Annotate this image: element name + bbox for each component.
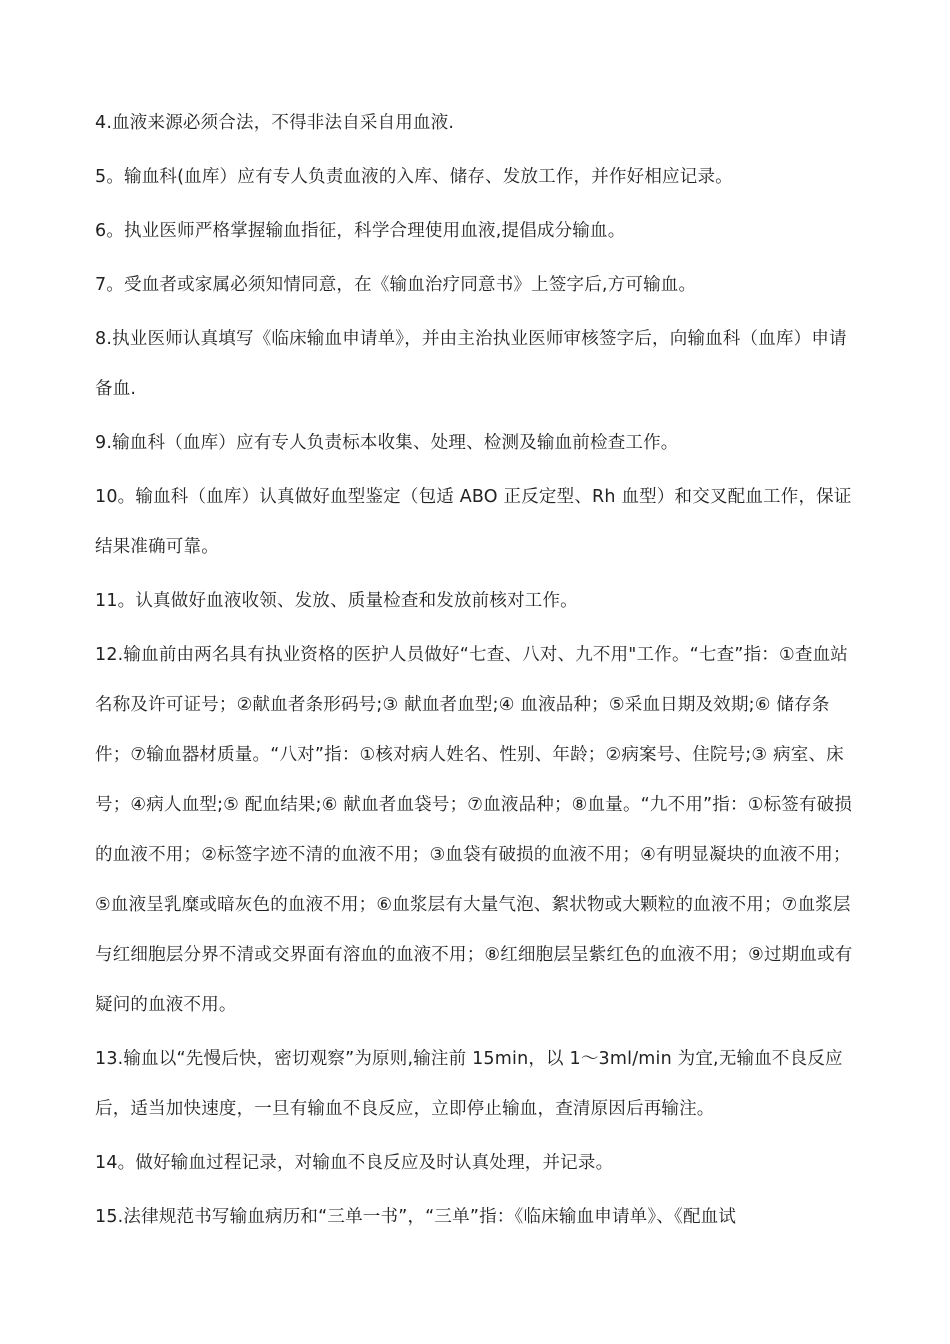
document-body (95, 98, 855, 1242)
paragraph-14: 14。做好输血过程记录，对输血不良反应及时认真处理，并记录。 (95, 1153, 614, 1173)
paragraph-9: 9.输血科（血库）应有专人负责标本收集、处理、检测及输血前检查工作。 (95, 433, 679, 453)
paragraph-15: 15.法律规范书写输血病历和“三单一书”，“三单”指：《临床输血申请单》、《配血试 (95, 1207, 737, 1227)
paragraph-4: 4.血液来源必须合法，不得非法自采自用血液. (95, 113, 455, 133)
paragraph-8: 8.执业医师认真填写《临床输血申请单》，并由主治执业医师审核签字后，向输血科（血库）申请备血. (95, 329, 847, 399)
paragraph-5: 5。输血科(血库）应有专人负责血液的入库、储存、发放工作，并作好相应记录。 (95, 167, 733, 187)
paragraph-10: 10。输血科（血库）认真做好血型鉴定（包适 ABO 正反定型、Rh 血型）和交叉配血工作，保证结果准确可靠。 (95, 487, 852, 557)
paragraph-6: 6。执业医师严格掌握输血指征，科学合理使用血液,提倡成分输血。 (95, 221, 626, 241)
paragraph-12: 12.输血前由两名具有执业资格的医护人员做好“七查、八对、九不用"工作。“七查”指：①查血站名称及许可证号；②献血者条形码号;③ 献血者血型;④ 血液品种；⑤采血日期及效期;⑥ 储存条件；⑦输血器材质量。“八对”指：①核对病人姓名、性别、年龄；②病案号、住院号;③ 病室、床号；④病人血型;⑤ 配血结果;⑥ 献血者血袋号；⑦血液品种；⑧血量。“九不用”指：①标签有破损的血液不用；②标签字迹不清的血液不用；③血袋有破损的血液不用；④有明显凝块的血液不用；⑤血液呈乳糜或暗灰色的血液不用；⑥血浆层有大量气泡、絮状物或大颗粒的血液不用；⑦血浆层与红细胞层分界不清或交界面有溶血的血液不用；⑧红细胞层呈紫红色的血液不用；⑨过期血或有疑问的血液不用。 (95, 645, 853, 1015)
paragraph-7: 7。受血者或家属必须知情同意，在《输血治疗同意书》上签字后,方可输血。 (95, 275, 697, 295)
paragraph-11: 11。认真做好血液收领、发放、质量检查和发放前核对工作。 (95, 591, 578, 611)
paragraph-13: 13.输血以“先慢后快，密切观察”为原则,输注前 15min，以 1～3ml/min 为宜,无输血不良反应后，适当加快速度，一旦有输血不良反应，立即停止输血，查清原因后再输注。 (95, 1049, 843, 1119)
